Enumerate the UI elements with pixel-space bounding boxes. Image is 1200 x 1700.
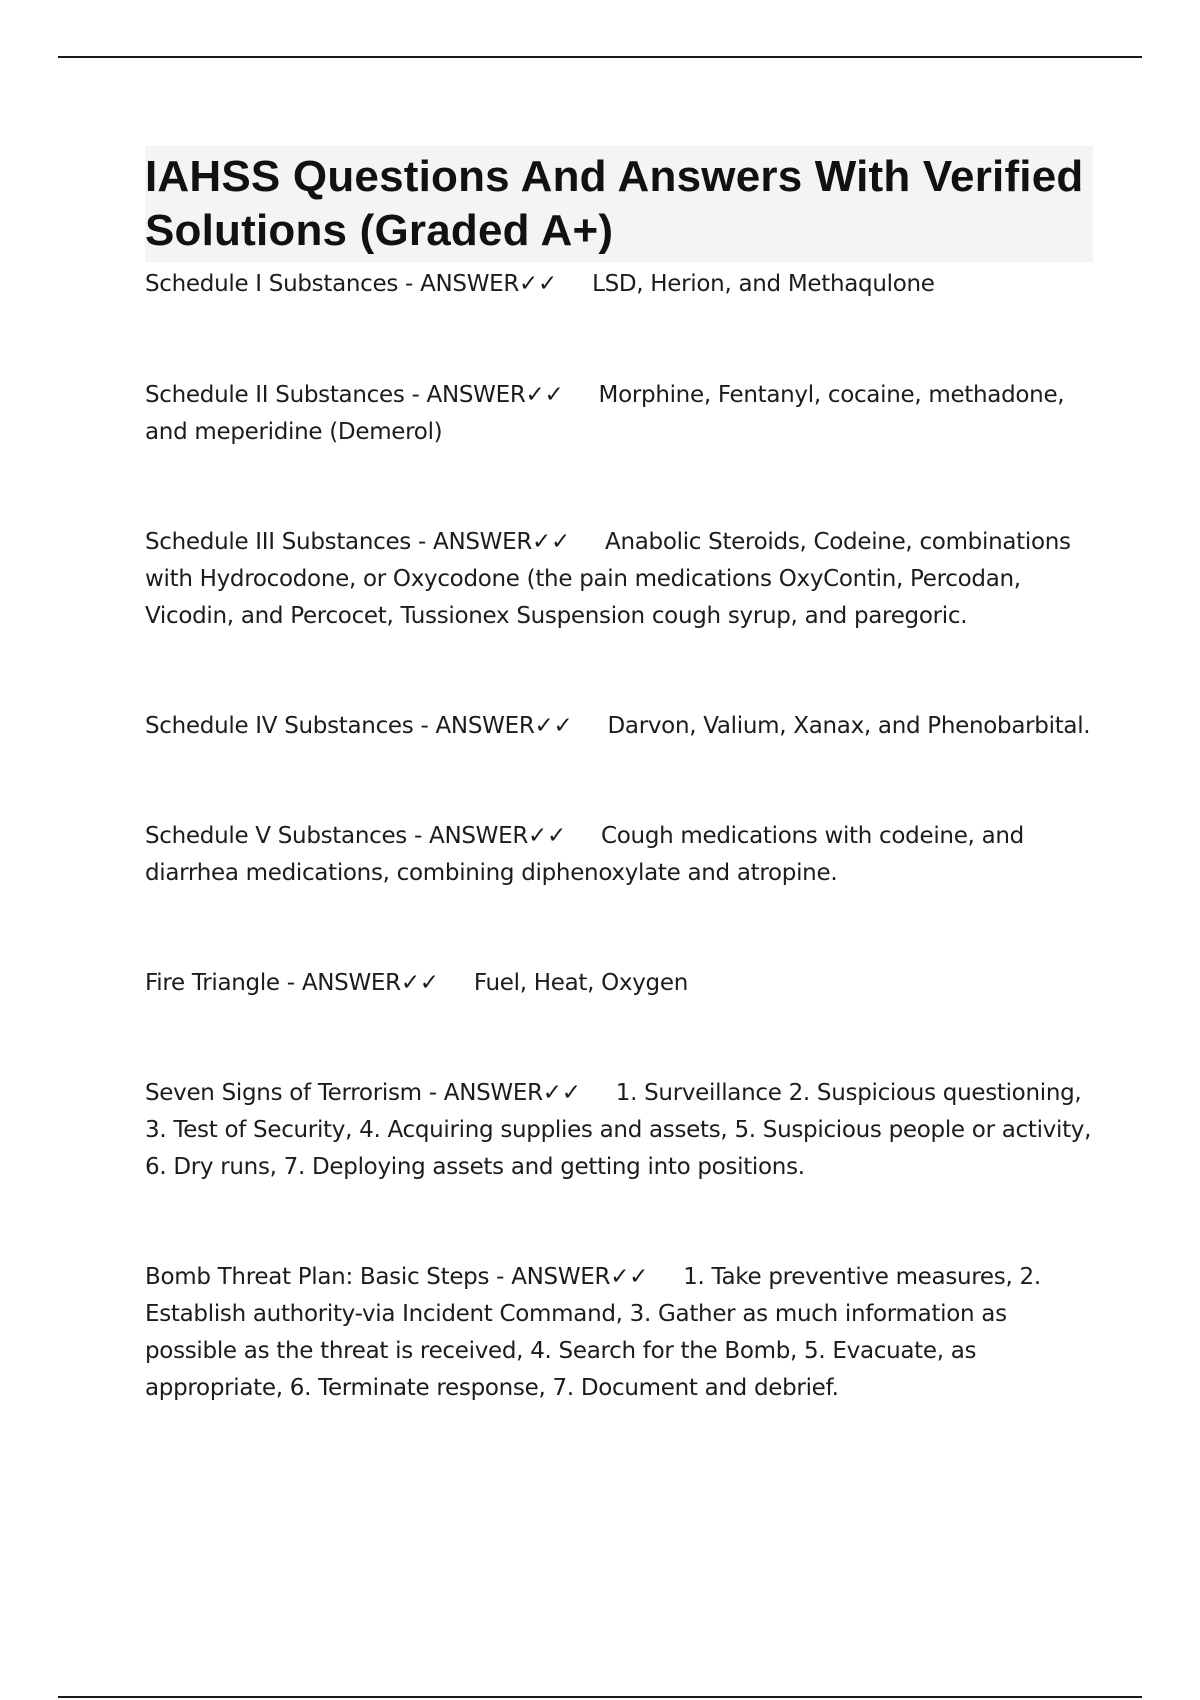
qa-entry: Schedule II Substances - ANSWER✓✓ Morphine, Fentanyl, cocaine, methadone, and meperidine (Demerol) — [145, 382, 1065, 445]
question-text: Schedule I Substances — [145, 271, 399, 297]
qa-entry: Bomb Threat Plan: Basic Steps - ANSWER✓✓ 1. Take preventive measures, 2. Establish authority-via Incident Command, 3. Gather as much information as possible as the threat is received, 4. Search for the Bomb, 5. Evacuate, as appropriate, 6. Terminate response, 7. Document and debrief. — [145, 1264, 1041, 1401]
question-text: Seven Signs of Terrorism — [145, 1080, 422, 1106]
qa-entry: Fire Triangle - ANSWER✓✓ Fuel, Heat, Oxygen — [145, 970, 688, 996]
qa-entry: Schedule IV Substances - ANSWER✓✓ Darvon, Valium, Xanax, and Phenobarbital. — [145, 713, 1091, 739]
qa-list — [145, 266, 1093, 1407]
question-text: Bomb Threat Plan: Basic Steps — [145, 1264, 490, 1290]
answer-text: Morphine, Fentanyl, cocaine, methadone, and meperidine (Demerol) — [145, 382, 1065, 445]
footer-rule — [58, 1696, 1142, 1698]
answer-text: Darvon, Valium, Xanax, and Phenobarbital. — [607, 713, 1091, 739]
qa-entry: Seven Signs of Terrorism - ANSWER✓✓ 1. Surveillance 2. Suspicious questioning, 3. Test of Security, 4. Acquiring supplies and assets, 5. Suspicious people or activity, 6. Dry runs, 7. Deploying assets and getting into positions. — [145, 1080, 1092, 1180]
document-title: IAHSS Questions And Answers With Verified Solutions (Graded A+) — [145, 152, 1084, 255]
header-rule — [58, 56, 1142, 58]
answer-text: 1. Surveillance 2. Suspicious questioning, 3. Test of Security, 4. Acquiring supplies and assets, 5. Suspicious people or activity, 6. Dry runs, 7. Deploying assets and getting into positions. — [145, 1080, 1092, 1180]
answer-text: LSD, Herion, and Methaqulone — [592, 271, 935, 297]
question-text: Schedule V Substances — [145, 823, 407, 849]
answer-marker: ANSWER✓✓ — [443, 1080, 581, 1106]
answer-text: Cough medications with codeine, and diarrhea medications, combining diphenoxylate and atropine. — [145, 823, 1024, 886]
qa-entry: Schedule V Substances - ANSWER✓✓ Cough medications with codeine, and diarrhea medications, combining diphenoxylate and atropine. — [145, 823, 1024, 886]
question-text: Schedule IV Substances — [145, 713, 414, 739]
qa-entry: Schedule I Substances - ANSWER✓✓ LSD, Herion, and Methaqulone — [145, 271, 935, 297]
answer-marker: ANSWER✓✓ — [301, 970, 439, 996]
answer-marker: ANSWER✓✓ — [429, 823, 566, 849]
title-block — [145, 146, 1093, 262]
document-body — [145, 146, 1093, 1407]
answer-marker: ANSWER✓✓ — [511, 1264, 649, 1290]
question-text: Schedule III Substances — [145, 529, 411, 555]
answer-marker: ANSWER✓✓ — [435, 713, 573, 739]
answer-marker: ANSWER✓✓ — [420, 271, 557, 297]
answer-text: Anabolic Steroids, Codeine, combinations with Hydrocodone, or Oxycodone (the pain medications OxyContin, Percodan, Vicodin, and Percocet, Tussionex Suspension cough syrup, and paregoric. — [145, 529, 1071, 629]
question-text: Schedule II Substances — [145, 382, 405, 408]
answer-marker: ANSWER✓✓ — [426, 382, 564, 408]
answer-text: Fuel, Heat, Oxygen — [473, 970, 688, 996]
answer-text: 1. Take preventive measures, 2. Establish authority-via Incident Command, 3. Gather as much information as possible as the threat is received, 4. Search for the Bomb, 5. Evacuate, as appropriate, 6. Terminate response, 7. Document and debrief. — [145, 1264, 1041, 1401]
qa-entry: Schedule III Substances - ANSWER✓✓ Anabolic Steroids, Codeine, combinations with Hydrocodone, or Oxycodone (the pain medications OxyContin, Percodan, Vicodin, and Percocet, Tussionex Suspension cough syrup, and paregoric. — [145, 529, 1071, 629]
answer-marker: ANSWER✓✓ — [433, 529, 570, 555]
question-text: Fire Triangle — [145, 970, 280, 996]
